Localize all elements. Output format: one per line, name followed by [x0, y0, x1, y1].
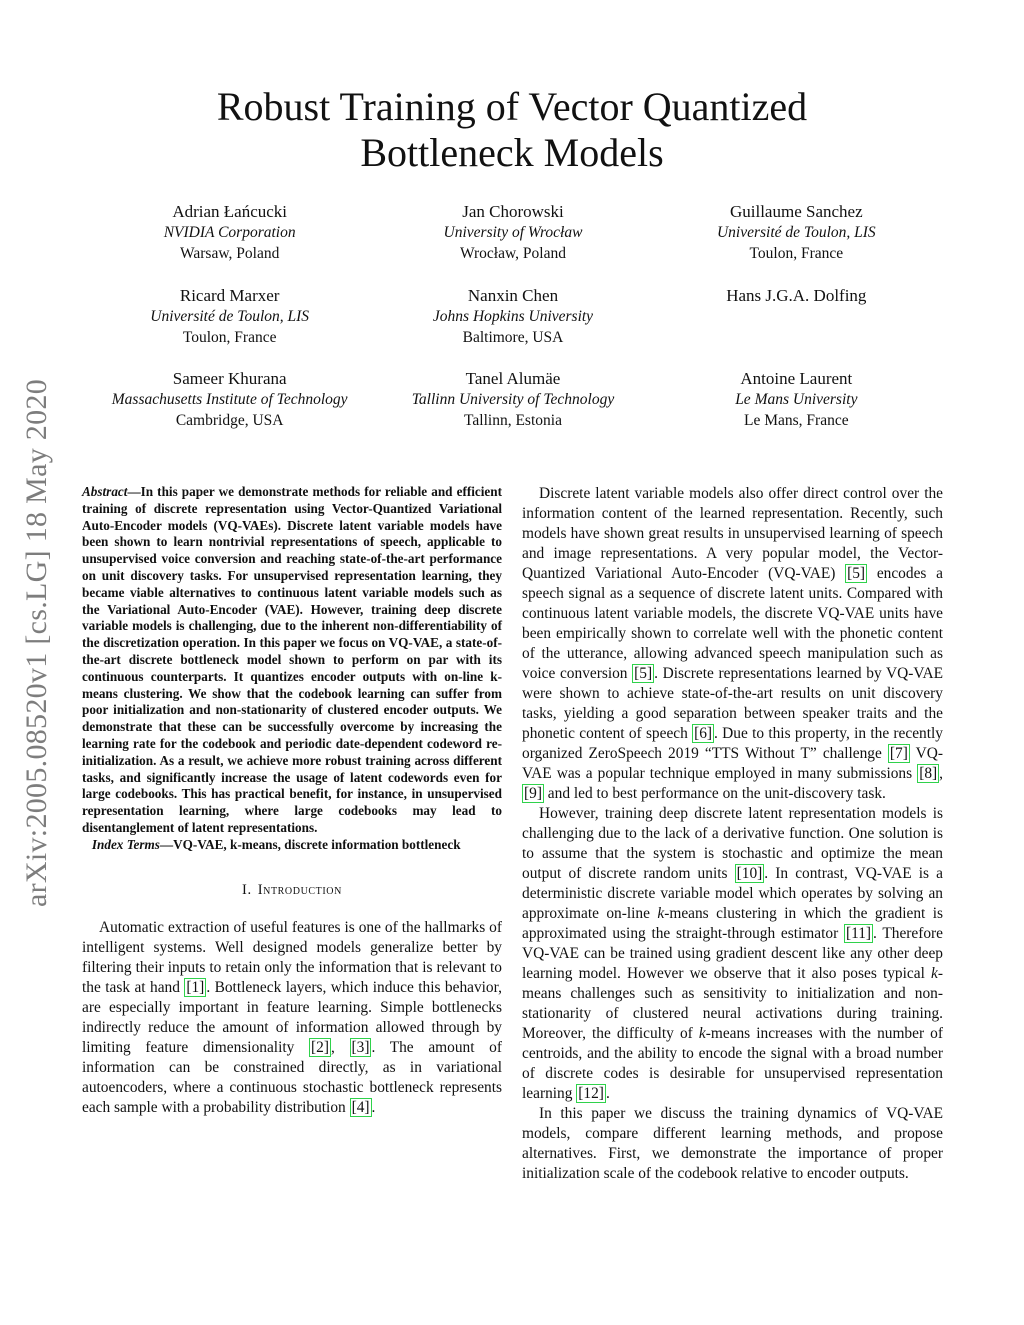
- author-affiliation: Le Mans University: [735, 391, 858, 408]
- text-run: Automatic extraction of useful features is one of the hallmarks of intelligent systems. Well designed models generalize better by filtering their inputs to retain only the information that is relevant to the task at hand: [82, 918, 502, 996]
- text-run: .: [605, 1085, 610, 1102]
- author-name: Ricard Marxer: [179, 285, 280, 305]
- text-run: . Bottleneck layers, which induce this behavior, are especially important in feature learning. Simple bottlenecks indirectly reduce the amount of information allowed through by limiting feature dimensionality: [82, 978, 502, 1056]
- intro-paragraph-3: [522, 804, 943, 1104]
- author-location: Tallinn, Estonia: [464, 412, 562, 429]
- text-run: .: [371, 1098, 376, 1116]
- author-name: Hans J.G.A. Dolfing: [726, 285, 867, 305]
- author: [88, 285, 371, 369]
- author-location: Wrocław, Poland: [460, 245, 566, 262]
- citation-link[interactable]: [11]: [845, 925, 872, 942]
- intro-paragraph-2: [522, 484, 943, 804]
- section-title: Introduction: [257, 881, 342, 898]
- author-name: Nanxin Chen: [467, 285, 559, 305]
- abstract: [82, 484, 502, 837]
- math-variable: k: [657, 905, 665, 922]
- citation-link[interactable]: [3]: [351, 1038, 370, 1056]
- author-location: Warsaw, Poland: [179, 245, 280, 262]
- text-run: . Due to this property, in the recently organized ZeroSpeech 2019 “TTS Without T” challenge: [522, 725, 943, 762]
- author-name: Antoine Laurent: [740, 369, 853, 388]
- text-run: In this paper we discuss the training dynamics of VQ-VAE models, compare different learning methods, and propose alternatives. First, we demonstrate the importance of proper initialization scale of the codebook relative to encoder outputs.: [522, 1105, 943, 1182]
- author-row: [88, 368, 938, 452]
- author: [655, 201, 938, 285]
- author-name: Sameer Khurana: [172, 369, 287, 388]
- index-terms: [82, 837, 502, 854]
- text-run: ,: [330, 1038, 350, 1056]
- author-location: Baltimore, USA: [462, 328, 564, 346]
- author-row: [88, 201, 938, 285]
- text-run: . Therefore VQ-VAE can be trained using gradient descent like any other deep learning model. However we observe that it also poses typical: [522, 925, 944, 982]
- left-column: [82, 484, 502, 1118]
- citation-link[interactable]: [8]: [919, 765, 938, 782]
- author-affiliation: Tallinn University of Technology: [411, 391, 615, 408]
- index-terms-label: Index Terms: [91, 836, 160, 852]
- author-row: [88, 285, 938, 369]
- arxiv-sidebar-stamp: [14, 340, 60, 945]
- author: [88, 201, 371, 285]
- citation-link[interactable]: [9]: [524, 785, 542, 802]
- author-name: Guillaume Sanchez: [729, 202, 863, 221]
- citation-link[interactable]: [1]: [186, 978, 205, 996]
- right-column: [522, 484, 943, 1184]
- author: [88, 368, 371, 452]
- author-affiliation: Massachusetts Institute of Technology: [111, 391, 348, 408]
- text-run: and led to best performance on the unit-discovery task.: [543, 785, 886, 802]
- author-name: Tanel Alumäe: [465, 369, 561, 388]
- author: [371, 285, 654, 369]
- author-name: Jan Chorowski: [462, 202, 564, 221]
- abstract-text: —In this paper we demonstrate methods for reliable and efficient training of discrete representation using Vector-Quantized Variational Auto-Encoder models (VQ-VAEs). Discrete latent variable models have been shown to learn nontrivial representations of speech, applicable to unsupervised voice conversion and reaching state-of-the-art performance on unit discovery tasks. For unsupervised representation learning, they became viable alternatives to continuous latent variable models such as the Variational Auto-Encoder (VAE). However, training deep discrete variable models is challenging, due to the inherent non-differentiability of the discretization operation. In this paper we focus on VQ-VAE, a state-of-the-art discrete bottleneck model shown to perform on par with its continuous counterparts. It quantizes encoder outputs with on-line k-means clustering. We show that the codebook learning can suffer from poor initialization and non-stationarity of clustered encoder outputs. We demonstrate that these can be successfully overcome by increasing the learning rate for the codebook and periodic date-dependent codeword re-initialization. As a result, we achieve more robust training across different tasks, and significantly increase the usage of latent codewords even for large codebooks. This has practical benefit, for instance, in unsupervised representation learning, where large codebooks may lead to disentanglement of latent representations.: [82, 484, 502, 835]
- citation-link[interactable]: [10]: [736, 865, 763, 882]
- math-variable: k: [931, 965, 938, 982]
- text-run: VQ-VAE was a popular technique employed in many submissions: [522, 745, 943, 782]
- author-block: [88, 201, 938, 452]
- math-variable: k: [698, 1025, 706, 1042]
- title-line-2: Bottleneck Models: [360, 130, 664, 175]
- arxiv-id: arXiv:2005.08520v1 [cs.LG] 18 May 2020: [20, 378, 53, 907]
- text-run: -means clustering in which the gradient is approximated using the straight-through estimator: [522, 905, 943, 942]
- author-affiliation: Johns Hopkins University: [432, 307, 594, 325]
- author-location: Toulon, France: [182, 328, 277, 346]
- author-location: Le Mans, France: [744, 412, 849, 429]
- author-affiliation: University of Wrocław: [443, 224, 583, 241]
- text-run: Discrete latent variable models also offer direct control over the information content of the learned representation. Recently, such models have shown great results in unsupervised learning of speech and image representations. A very popular model, the Vector-Quantized Variational Auto-Encoder (VQ-VAE): [522, 485, 943, 582]
- citation-link[interactable]: [2]: [311, 1038, 329, 1056]
- author-affiliation: Université de Toulon, LIS: [716, 224, 876, 241]
- intro-paragraph-4: [522, 1104, 943, 1184]
- citation-link[interactable]: [4]: [351, 1098, 370, 1116]
- paper-title: [150, 84, 874, 176]
- author: [655, 285, 938, 369]
- section-number: I.: [242, 881, 252, 898]
- index-terms-text: —VQ-VAE, k-means, discrete information bottleneck: [159, 836, 461, 852]
- citation-link[interactable]: [5]: [634, 665, 653, 682]
- text-run: . In contrast, VQ-VAE is a deterministic discrete variable model which operates by solving an approximate on-line: [522, 865, 943, 922]
- author: [371, 368, 654, 452]
- author-location: Toulon, France: [749, 245, 844, 262]
- author-affiliation: NVIDIA Corporation: [163, 224, 296, 241]
- text-run: . Discrete representations learned by VQ-VAE were shown to achieve state-of-the-art results on unit discovery tasks, yielding a good separation between speaker traits and the phonetic content of speech: [522, 665, 944, 742]
- author-name: Adrian Łańcucki: [172, 202, 288, 221]
- title-line-1: Robust Training of Vector Quantized: [216, 84, 808, 129]
- author-location: Cambridge, USA: [175, 412, 284, 429]
- citation-link[interactable]: [5]: [847, 565, 866, 582]
- intro-paragraph-1: [82, 918, 502, 1118]
- section-heading-introduction: [82, 880, 502, 900]
- author: [655, 368, 938, 452]
- citation-link[interactable]: [6]: [694, 725, 713, 742]
- citation-link[interactable]: [7]: [889, 745, 908, 762]
- text-run: However, training deep discrete latent representation models is challenging due to the lack of a derivative function. One solution is to assume that the system is stochastic and optimize the mean output of discrete random units: [522, 805, 943, 882]
- abstract-label: Abstract: [82, 484, 128, 499]
- author: [371, 201, 654, 285]
- text-run: . The amount of information can be constrained directly, as in variational autoencoders, where a continuous stochastic bottleneck represents each sample with a probability distribution: [82, 1038, 502, 1116]
- text-run: -means increases with the number of centroids, and the ability to encode the signal with a broad number of discrete codes is desirable for unsupervised representation learning: [522, 1025, 943, 1102]
- text-run: encodes a speech signal as a sequence of discrete latent units. Compared with continuous latent variable models, the discrete VQ-VAE units have been empirically shown to correlate well with the phonetic content of the utterance, allowing advanced speech manipulation such as voice conversion: [522, 565, 943, 682]
- author-affiliation: Université de Toulon, LIS: [150, 307, 310, 325]
- citation-link[interactable]: [12]: [578, 1085, 604, 1102]
- text-run: -means challenges such as sensitivity to initialization and non-stationarity of clustered neural activations during training. Moreover, the difficulty of: [522, 965, 943, 1042]
- text-run: ,: [939, 765, 943, 782]
